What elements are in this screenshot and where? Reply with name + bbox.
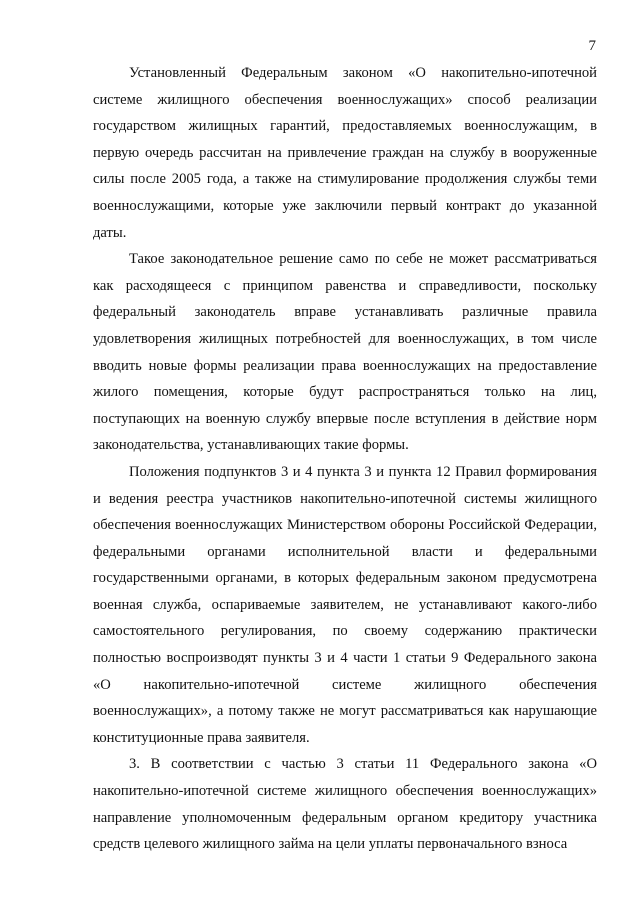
document-body xyxy=(93,60,597,858)
paragraph: Такое законодательное решение само по себе не может рассматриваться как расходящееся с принципом равенства и справедливости, поскольку федеральный законодатель вправе устанавливать различные правила удовлетворения жилищных потребностей для военнослужащих, в том числе вводить новые формы реализации права военнослужащих на предоставление жилого помещения, которые будут распространяться только на лиц, поступающих на военную службу впервые после вступления в действие норм законодательства, устанавливающих такие формы. xyxy=(93,251,597,454)
page-number: 7 xyxy=(588,38,596,54)
paragraph: Положения подпунктов 3 и 4 пункта 3 и пункта 12 Правил формирования и ведения реестра участников накопительно-ипотечной системы жилищного обеспечения военнослужащих Министерством обороны Российской Федерации, федеральными органами исполнительной власти и федеральными государственными органами, в которых федеральным законом предусмотрена военная служба, оспариваемые заявителем, не устанавливают какого-либо самостоятельного регулирования, по своему содержанию практически полностью воспроизводят пункты 3 и 4 части 1 статьи 9 Федерального закона «О накопительно-ипотечной системе жилищного обеспечения военнослужащих», а потому также не могут рассматриваться как нарушающие конституционные права заявителя. xyxy=(93,463,597,746)
paragraph: 3. В соответствии с частью 3 статьи 11 Федерального закона «О накопительно-ипотечной системе жилищного обеспечения военнослужащих» направление уполномоченным федеральным органом кредитору участника средств целевого жилищного займа на цели уплаты первоначального взноса xyxy=(93,756,597,853)
paragraph: Установленный Федеральным законом «О накопительно-ипотечной системе жилищного обеспечения военнослужащих» способ реализации государством жилищных гарантий, предоставляемых военнослужащим, в первую очередь рассчитан на привлечение граждан на службу в вооруженные силы после 2005 года, а также на стимулирование продолжения службы теми военнослужащими, которые уже заключили первый контракт до указанной даты. xyxy=(93,65,597,241)
